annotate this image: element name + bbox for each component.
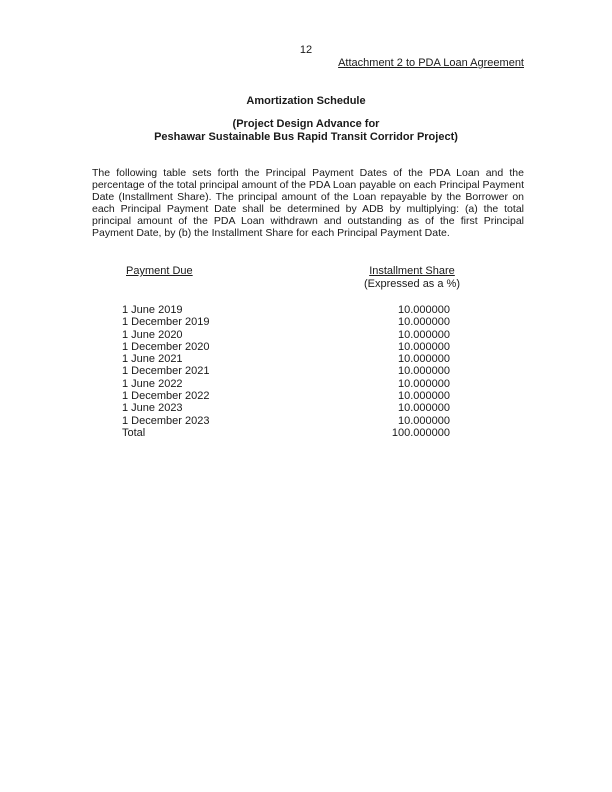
- payment-date: 1 June 2019: [122, 304, 183, 316]
- payment-due-header: Payment Due: [126, 265, 193, 277]
- table-row: [92, 353, 524, 365]
- installment-share: 10.000000: [398, 414, 450, 427]
- installment-share: 10.000000: [398, 340, 450, 353]
- payment-date: 1 December 2022: [122, 390, 210, 403]
- installment-share: 10.000000: [398, 402, 450, 415]
- table-rows: [92, 304, 524, 439]
- page-number: 12: [299, 44, 313, 56]
- table-row: [92, 341, 524, 353]
- table-row: [92, 390, 524, 402]
- attachment-label: Attachment 2 to PDA Loan Agreement: [338, 57, 524, 69]
- payment-date: 1 June 2021: [122, 353, 183, 366]
- table-row: [92, 304, 524, 316]
- payment-date: 1 June 2020: [122, 328, 183, 341]
- installment-share: 10.000000: [398, 377, 450, 390]
- table-row: [92, 415, 524, 427]
- payment-date: 1 December 2023: [122, 414, 210, 427]
- payment-date: 1 June 2022: [122, 377, 183, 390]
- table-row: [92, 329, 524, 341]
- payment-date: 1 December 2021: [122, 365, 210, 378]
- installment-share: 10.000000: [398, 365, 450, 378]
- table-row: [92, 316, 524, 328]
- payment-date: 1 June 2023: [122, 402, 183, 415]
- table-row: [92, 365, 524, 377]
- installment-share: 10.000000: [398, 353, 450, 366]
- installment-share: 10.000000: [398, 328, 450, 341]
- installment-share-header-label: Installment Share: [369, 265, 455, 277]
- subtitle-line-2: Peshawar Sustainable Bus Rapid Transit Corridor Project): [154, 131, 458, 143]
- total-label: Total: [122, 426, 146, 439]
- intro-paragraph: The following table sets forth the Principal Payment Dates of the PDA Loan and the percentage of the total principal amount of the PDA Loan payable on each Principal Payment Date (Installment Share). The principal amount of the Loan repayable by the Borrower on each Principal Payment Date shall be determined by ADB by multiplying: (a) the total principal amount of the PDA Loan withdrawn and outstanding as of the first Principal Payment Date, by (b) the Installment Share for each Principal Payment Date.: [92, 167, 524, 239]
- document-title: Amortization Schedule: [246, 95, 366, 107]
- table-row: [92, 378, 524, 390]
- installment-share: 10.000000: [398, 304, 450, 316]
- installment-share-header-note: (Expressed as a %): [364, 278, 460, 290]
- installment-share: 10.000000: [398, 390, 450, 403]
- subtitle-line-1: (Project Design Advance for: [232, 118, 380, 130]
- installment-share: 10.000000: [398, 316, 450, 329]
- table-total-row: [92, 427, 524, 439]
- table-row: [92, 402, 524, 414]
- payment-date: 1 December 2020: [122, 340, 210, 353]
- payment-date: 1 December 2019: [122, 316, 210, 329]
- total-value: 100.000000: [391, 426, 450, 439]
- installment-share-header: [364, 265, 460, 291]
